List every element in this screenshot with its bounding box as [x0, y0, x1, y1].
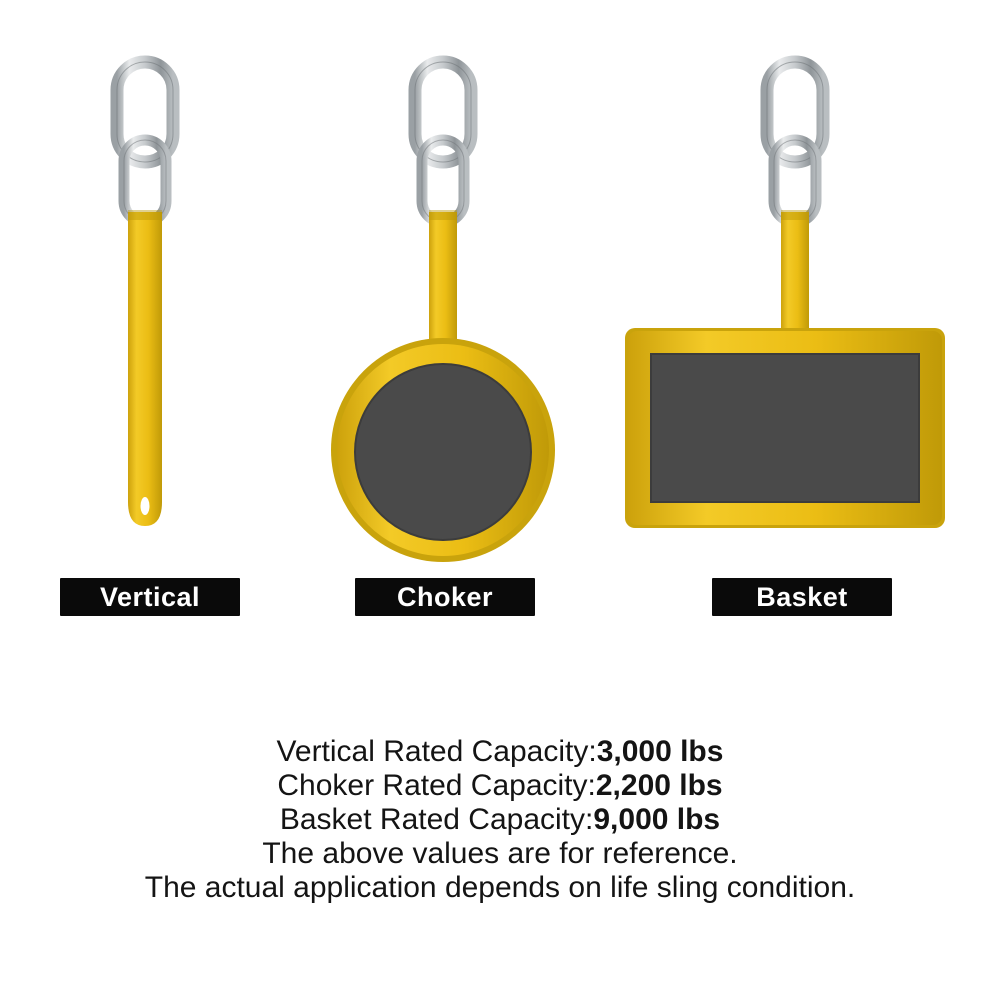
connector-link-icon — [422, 140, 464, 222]
config-label-choker: Choker — [355, 578, 535, 616]
webbing-strap — [128, 210, 162, 526]
connector-link-icon — [774, 140, 816, 222]
capacity-caption-block — [0, 735, 1000, 905]
capacity-line-basket — [0, 803, 1000, 837]
capacity-label-choker: Choker Rated Capacity: — [277, 769, 596, 802]
rectangular-load — [625, 328, 945, 528]
sling-config-vertical — [0, 40, 300, 620]
sling-basket-icon — [625, 40, 945, 620]
note-line-2: The actual application depends on life sling condition. — [144, 871, 856, 904]
note-line-1: The above values are for reference. — [262, 837, 738, 870]
capacity-label-vertical: Vertical Rated Capacity: — [276, 735, 597, 768]
capacity-value-choker: 2,200 lbs — [595, 769, 723, 802]
sling-vertical-icon — [0, 40, 300, 620]
capacity-label-basket: Basket Rated Capacity: — [279, 803, 594, 836]
round-load — [331, 338, 555, 562]
capacity-value-basket: 9,000 lbs — [593, 803, 721, 836]
capacity-line-vertical — [0, 735, 1000, 769]
capacity-line-choker — [0, 769, 1000, 803]
webbing-strap — [781, 210, 809, 330]
sling-choker-icon — [298, 40, 598, 620]
config-label-vertical: Vertical — [60, 578, 240, 616]
config-label-basket: Basket — [712, 578, 892, 616]
sling-config-choker — [298, 40, 598, 620]
connector-link-icon — [124, 140, 166, 222]
capacity-value-vertical: 3,000 lbs — [596, 735, 724, 768]
sling-config-basket — [625, 40, 925, 620]
webbing-strap — [429, 210, 457, 340]
